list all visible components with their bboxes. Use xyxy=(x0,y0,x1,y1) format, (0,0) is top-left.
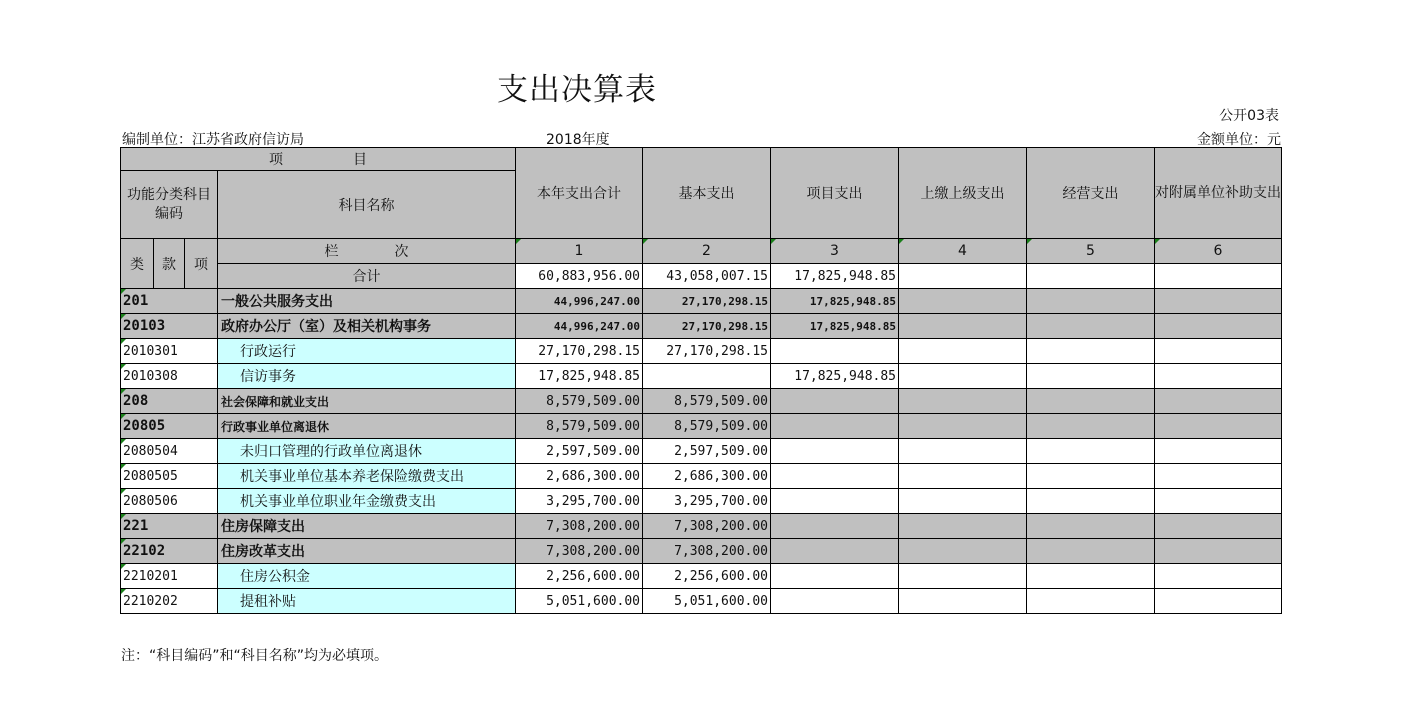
amount-cell xyxy=(771,539,899,564)
amount-cell: 8,579,509.00 xyxy=(516,389,643,414)
amount-cell xyxy=(1155,514,1282,539)
amount-cell xyxy=(1027,539,1155,564)
amount-cell xyxy=(1027,439,1155,464)
amount-cell: 2,597,509.00 xyxy=(516,439,643,464)
header-kuan: 款 xyxy=(154,239,185,289)
amount-cell: 3,295,700.00 xyxy=(643,489,771,514)
total-cell xyxy=(899,264,1027,289)
subject-code: 221 xyxy=(121,514,218,539)
subject-name: 一般公共服务支出 xyxy=(218,289,516,314)
amount-cell: 5,051,600.00 xyxy=(643,589,771,614)
table-number: 公开03表 xyxy=(1219,108,1279,124)
amount-cell xyxy=(899,414,1027,439)
total-cell: 43,058,007.15 xyxy=(643,264,771,289)
amount-cell: 7,308,200.00 xyxy=(643,539,771,564)
amount-cell: 17,825,948.85 xyxy=(771,314,899,339)
amount-cell: 8,579,509.00 xyxy=(516,414,643,439)
amount-cell xyxy=(1155,439,1282,464)
header-xiang: 项 xyxy=(185,239,218,289)
amount-cell xyxy=(899,389,1027,414)
amount-cell xyxy=(899,464,1027,489)
amount-cell xyxy=(1155,464,1282,489)
meta-line xyxy=(122,129,1281,147)
amount-cell xyxy=(1155,339,1282,364)
col-number: 4 xyxy=(899,239,1027,264)
subject-code: 2210201 xyxy=(121,564,218,589)
header-col-total: 本年支出合计 xyxy=(516,148,643,239)
amount-cell xyxy=(1027,339,1155,364)
amount-cell xyxy=(899,539,1027,564)
table-row xyxy=(121,539,1282,564)
amount-cell xyxy=(1027,364,1155,389)
subject-name: 行政运行 xyxy=(218,339,516,364)
amount-cell: 17,825,948.85 xyxy=(771,289,899,314)
total-cell: 17,825,948.85 xyxy=(771,264,899,289)
subject-name: 提租补贴 xyxy=(218,589,516,614)
subject-code: 22102 xyxy=(121,539,218,564)
table-row xyxy=(121,464,1282,489)
page-title: 支出决算表 xyxy=(497,72,657,108)
header-col-business: 经营支出 xyxy=(1027,148,1155,239)
subject-code: 20805 xyxy=(121,414,218,439)
amount-cell xyxy=(899,439,1027,464)
amount-cell: 2,597,509.00 xyxy=(643,439,771,464)
amount-cell xyxy=(643,364,771,389)
amount-cell xyxy=(1155,289,1282,314)
amount-cell xyxy=(771,464,899,489)
total-cell: 60,883,956.00 xyxy=(516,264,643,289)
subject-name: 机关事业单位职业年金缴费支出 xyxy=(218,489,516,514)
amount-cell xyxy=(1027,289,1155,314)
amount-cell xyxy=(771,389,899,414)
amount-cell xyxy=(1155,314,1282,339)
amount-cell xyxy=(899,489,1027,514)
header-col-basic: 基本支出 xyxy=(643,148,771,239)
compiling-unit: 编制单位：江苏省政府信访局 xyxy=(122,132,304,148)
table-row xyxy=(121,289,1282,314)
subject-code: 2010308 xyxy=(121,364,218,389)
amount-cell xyxy=(1027,464,1155,489)
amount-cell xyxy=(899,364,1027,389)
table-row xyxy=(121,339,1282,364)
subject-name: 行政事业单位离退休 xyxy=(218,414,516,439)
fiscal-year: 2018年度 xyxy=(546,132,610,148)
amount-cell xyxy=(1155,489,1282,514)
amount-cell xyxy=(1027,489,1155,514)
table-row xyxy=(121,564,1282,589)
amount-cell: 17,825,948.85 xyxy=(771,364,899,389)
table-row xyxy=(121,389,1282,414)
amount-cell: 8,579,509.00 xyxy=(643,389,771,414)
amount-cell: 7,308,200.00 xyxy=(643,514,771,539)
total-cell xyxy=(1027,264,1155,289)
subject-name: 未归口管理的行政单位离退休 xyxy=(218,439,516,464)
table-row xyxy=(121,314,1282,339)
header-func-code: 功能分类科目编码 xyxy=(121,171,218,239)
amount-cell xyxy=(771,414,899,439)
header-col-upper: 上缴上级支出 xyxy=(899,148,1027,239)
amount-cell: 27,170,298.15 xyxy=(516,339,643,364)
total-label: 合计 xyxy=(218,264,516,289)
subject-code: 208 xyxy=(121,389,218,414)
amount-cell xyxy=(899,289,1027,314)
amount-cell xyxy=(1155,389,1282,414)
amount-cell: 8,579,509.00 xyxy=(643,414,771,439)
amount-cell xyxy=(899,314,1027,339)
header-lei: 类 xyxy=(121,239,154,289)
subject-code: 20103 xyxy=(121,314,218,339)
subject-name: 住房公积金 xyxy=(218,564,516,589)
amount-cell: 44,996,247.00 xyxy=(516,289,643,314)
amount-cell: 2,686,300.00 xyxy=(516,464,643,489)
amount-cell xyxy=(899,564,1027,589)
header-col-project: 项目支出 xyxy=(771,148,899,239)
subject-code: 2210202 xyxy=(121,589,218,614)
table-row xyxy=(121,414,1282,439)
col-number: 5 xyxy=(1027,239,1155,264)
amount-cell xyxy=(1155,414,1282,439)
table-row xyxy=(121,589,1282,614)
amount-cell xyxy=(899,339,1027,364)
subject-name: 政府办公厅（室）及相关机构事务 xyxy=(218,314,516,339)
amount-cell xyxy=(1027,514,1155,539)
amount-cell xyxy=(1027,589,1155,614)
amount-cell: 27,170,298.15 xyxy=(643,289,771,314)
col-number: 6 xyxy=(1155,239,1282,264)
subject-code: 2080505 xyxy=(121,464,218,489)
col-number: 2 xyxy=(643,239,771,264)
amount-cell xyxy=(771,589,899,614)
col-number: 1 xyxy=(516,239,643,264)
subject-name: 社会保障和就业支出 xyxy=(218,389,516,414)
amount-cell: 7,308,200.00 xyxy=(516,514,643,539)
amount-cell xyxy=(1027,414,1155,439)
subject-name: 住房保障支出 xyxy=(218,514,516,539)
total-cell xyxy=(1155,264,1282,289)
amount-cell xyxy=(1155,364,1282,389)
amount-cell: 27,170,298.15 xyxy=(643,339,771,364)
col-number: 3 xyxy=(771,239,899,264)
amount-cell: 2,256,600.00 xyxy=(643,564,771,589)
subject-code: 201 xyxy=(121,289,218,314)
subject-code: 2010301 xyxy=(121,339,218,364)
amount-cell xyxy=(899,589,1027,614)
amount-cell xyxy=(771,564,899,589)
amount-cell: 3,295,700.00 xyxy=(516,489,643,514)
subject-code: 2080504 xyxy=(121,439,218,464)
amount-cell xyxy=(1155,539,1282,564)
header-subject-name: 科目名称 xyxy=(218,171,516,239)
amount-cell xyxy=(1027,564,1155,589)
subject-name: 住房改革支出 xyxy=(218,539,516,564)
table-row xyxy=(121,514,1282,539)
amount-cell xyxy=(1155,589,1282,614)
table-row xyxy=(121,364,1282,389)
expenditure-table xyxy=(120,147,1282,614)
amount-cell xyxy=(1027,314,1155,339)
header-item: 项 目 xyxy=(121,148,516,171)
amount-cell: 2,256,600.00 xyxy=(516,564,643,589)
amount-cell xyxy=(1155,564,1282,589)
table-row xyxy=(121,489,1282,514)
table-row xyxy=(121,439,1282,464)
amount-cell xyxy=(771,339,899,364)
subject-name: 机关事业单位基本养老保险缴费支出 xyxy=(218,464,516,489)
amount-cell xyxy=(771,489,899,514)
amount-cell xyxy=(899,514,1027,539)
amount-cell: 5,051,600.00 xyxy=(516,589,643,614)
amount-cell: 7,308,200.00 xyxy=(516,539,643,564)
amount-cell: 27,170,298.15 xyxy=(643,314,771,339)
header-lanci: 栏 次 xyxy=(218,239,516,264)
subject-code: 2080506 xyxy=(121,489,218,514)
subject-name: 信访事务 xyxy=(218,364,516,389)
amount-cell xyxy=(1027,389,1155,414)
amount-cell: 17,825,948.85 xyxy=(516,364,643,389)
header-col-subsidy: 对附属单位补助支出 xyxy=(1155,148,1282,239)
footnote: 注：“科目编码”和“科目名称”均为必填项。 xyxy=(121,648,389,664)
amount-cell xyxy=(771,439,899,464)
amount-cell: 2,686,300.00 xyxy=(643,464,771,489)
amount-unit: 金额单位：元 xyxy=(1197,132,1281,148)
amount-cell xyxy=(771,514,899,539)
amount-cell: 44,996,247.00 xyxy=(516,314,643,339)
